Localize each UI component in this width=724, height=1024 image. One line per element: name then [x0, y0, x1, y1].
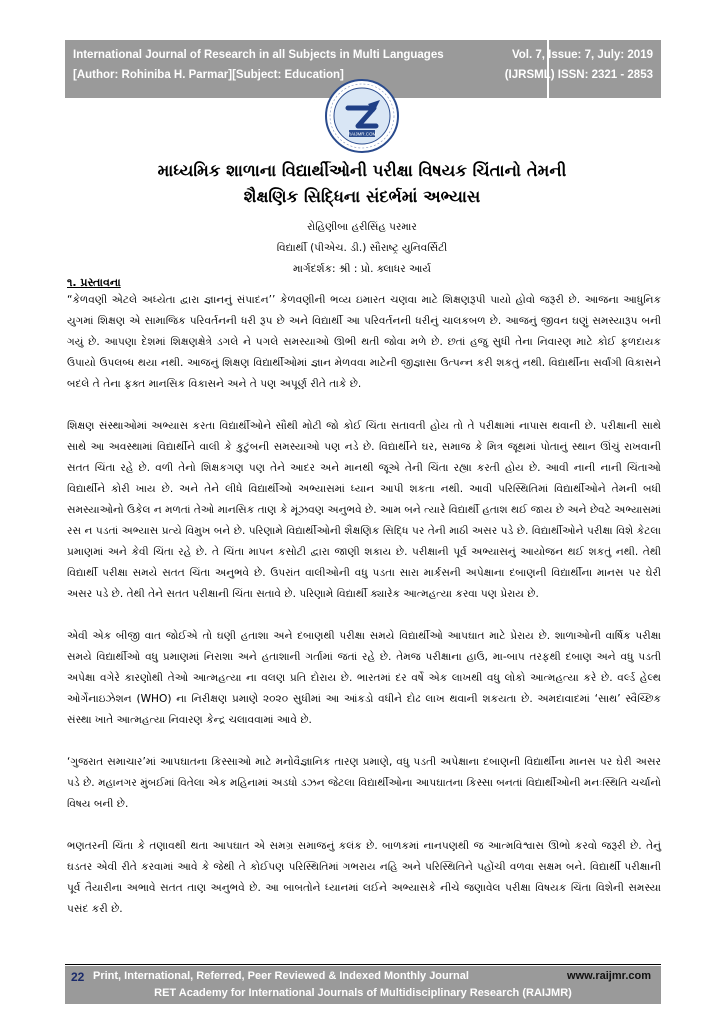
page-number: 22	[71, 970, 85, 984]
section-heading: ૧. પ્રસ્તાવના	[67, 276, 121, 289]
paragraph-2: શિક્ષણ સંસ્થાઓમાં અભ્યાસ કરતા વિદ્યાર્થીઓને સૌથી મોટી જો કોઈ ચિંતા સતાવતી હોય તો તે પરીક્ષામાં નાપાસ થવાની છે. પરીક્ષાની સાથે સાથે આ અવસ્થામાં વિદ્યાર્થીને વાલી કે કુટુંબની સમસ્યાઓ પણ નડે છે. વિદ્યાર્થીને ઘર, સમાજ કે મિત્ર જૂથમાં પોતાનું સ્થાન ઊંચું રાખવાની સતત ચિંતા રહે છે. વળી તેનો શિક્ષકગણ પણ તેને આદર અને માનથી જૂએ તેની ચિંતા રહ્યા કરતી હોય છે. આવી નાની નાની ચિંતાઓ વિદ્યાર્થીને કોરી ખાય છે. અને તેને લીધે વિદ્યાર્થીઓ અભ્યાસમાં ધ્યાન આપી શકતા નથી. આવી પરિસ્થિતિમાં વિદ્યાર્થીઓને તેમની બધી સમસ્યાઓનો ઉકેલ ન મળતાં તેઓ માનસિક તાણ કે મૂંઝવણ અનુભવે છે. આમ બને ત્યારે વિદ્યાર્થી હતાશ થઈ જાય છે અને છેવટે અભ્યાસમાં રસ ન પડતાં અભ્યાસ પ્રત્યે વિમુખ બને છે. પરિણામે વિદ્યાર્થીઓની શૈક્ષણિક સિદ્ધિ પર તેની માઠી અસર પડે છે. વિદ્યાર્થીઓને પરીક્ષા વિશે કેટલા પ્રમાણમાં અને કેવી ચિંતા રહે છે. તે ચિંતા માપન કસોટી દ્વારા જાણી શકાય છે. પરીક્ષાની પૂર્વ અભ્યાસનું આયોજન થઈ શકતું નથી. તેથી વિદ્યાર્થી પરીક્ષા સમયે સતત ચિંતા અનુભવે છે. ઉપરાંત વાલીઓની વધુ પડતા સારા માર્કસની અપેક્ષાના દબાણની વિદ્યાર્થીના માનસ પર ઘેરી અસર પડે છે. તેથી તેને સતત પરીક્ષાની ચિંતા સતાવે છે. પરિણામે વિદ્યાર્થી ક્યારેક આત્મહત્યા કરવા પણ પ્રેરાય છે.	[67, 420, 661, 600]
header-right	[505, 45, 653, 85]
volume-issue: Vol. 7, Issue: 7, July: 2019	[511, 49, 653, 61]
website-link[interactable]: www.raijmr.com	[567, 970, 651, 982]
author-subject: [Author: Rohiniba H. Parmar][Subject: Education]	[73, 69, 344, 81]
body-text	[67, 290, 661, 941]
paragraph-3: એવી એક બીજી વાત જોઈએ તો ઘણી હતાશા અને દબાણથી પરીક્ષા સમયે વિદ્યાર્થીઓ આપઘાત માટે પ્રેરાય છે. શાળાઓની વાર્ષિક પરીક્ષા સમયે વિદ્યાર્થીઓ વધુ પ્રમાણમાં નિરાશા અને હતાશાની ગર્તામાં જતાં રહે છે. તેમજ પરીક્ષાના હાઉ, મા-બાપ તરફથી દબાણ અને વધુ પડતી અપેક્ષા વગેરે કારણોથી તેઓ આત્મહત્યા ના વલણ પ્રતિ દોરાય છે. ભારતમાં દર વર્ષે એક લાખથી વધુ લોકો આત્મહત્યા કરે છે. વર્લ્ડ હેલ્થ ઓર્ગેનાઇઝેશન (WHO) ના નિરીક્ષણ પ્રમાણે ૨૦૨૦ સુધીમાં આ આંકડો વધીને દોઢ લાખ થવાની શકયતા છે. અમદાવાદમાં ‘સાથ’ સ્વૈચ્છિક સંસ્થા ખાતે આત્મહત્યા નિવારણ કેન્દ્ર ચલાવવામાં આવે છે.	[67, 630, 661, 726]
paragraph-4: ‘ગુજરાત સમાચાર’માં આપઘાતના કિસ્સાઓ માટે મનોવૈજ્ઞાનિક તારણ પ્રમાણે, વધુ પડતી અપેક્ષાના દબાણની વિદ્યાર્થીના માનસ પર ઘેરી અસર પડે છે. મહાનગર મુંબઈમાં વિતેલા એક મહિનામાં અડધો ડઝન જેટલા વિદ્યાર્થીઓના આપઘાતના કિસ્સા બનતાં વિદ્યાર્થીઓની મનઃસ્થિતિ ચર્ચાનો વિષય બની છે.	[67, 756, 661, 810]
footer-line-1: Print, International, Referred, Peer Reviewed & Indexed Monthly Journal	[93, 970, 469, 982]
author-block	[60, 217, 664, 280]
paragraph-1: “કેળવણી એટલે અધ્યેતા દ્વારા જ્ઞાનનું સંપાદન’’ કેળવણીની ભવ્ય ઇમારત ચણવા માટે શિક્ષણરૂપી પાયો હોવો જરૂરી છે. આજના આધુનિક યુગમાં શિક્ષણ એ સામાજિક પરિવર્તનની ધરી રૂપ છે અને વિદ્યાર્થી આ પરિવર્તનની ધરીનું ચાલકબળ છે. આજનું જીવન ઘણું સમસ્યારૂપ બની ગયું છે. આપણા દેશમાં શિક્ષણક્ષેત્રે ડગલે ને પગલે સમસ્યાઓ ઊભી થતી જોવા મળે છે. છતાં હજુ સુધી તેના નિવારણ માટે કોઈ ફળદાયક ઉપાયો ઉપલબ્ધ થયા નથી. આજનું શિક્ષણ વિદ્યાર્થીઓમાં જ્ઞાન મેળવવા માટેની જીજ્ઞાસા ઉત્પન્ન કરી શકતું નથી. વિદ્યાર્થીના સર્વાંગી વિકાસને બદલે તે તેના ફક્ત માનસિક વિકાસને અને તે પણ અપૂર્ણ રીતે તાકે છે.	[67, 294, 661, 390]
footer-line-2: RET Academy for International Journals of Multidisciplinary Research (RAIJMR)	[154, 987, 572, 999]
paragraph-5: ભણતરની ચિંતા કે તણાવથી થતા આપઘાત એ સમગ્ર સમાજનું કલંક છે. બાળકમાં નાનપણથી જ આત્મવિશ્વાસ ઊભો કરવો જરૂરી છે. તેનું ઘડતર એવી રીતે કરવામાં આવે કે જેથી તે કોઈપણ પરિસ્થિતિમાં ગભરાય નહિ અને પરિસ્થિતિને પહોંચી વળવા સક્ષમ બને. વિદ્યાર્થી પરીક્ષાની પૂર્વ તૈયારીના અભાવે સતત તાણ અનુભવે છે. આ બાબતોને ધ્યાનમાં લઈને અભ્યાસકે નીચે જણાવેલ પરીક્ષા વિષયક ચિંતા વિશેની સમસ્યા પસંદ કરી છે.	[67, 840, 661, 915]
raijmr-logo	[324, 78, 400, 154]
logo-text: RAIJMR.COM	[347, 131, 377, 137]
journal-footer	[65, 966, 661, 1004]
author-guide: માર્ગદર્શક: શ્રી : પ્રો. ક્લાધર આર્ય	[293, 263, 431, 275]
issn: (IJRSML) ISSN: 2321 - 2853	[504, 69, 653, 81]
author-affiliation: વિદ્યાર્થી (પીએચ. ડી.) સૌરાષ્ટ્ર યુનિવર્સિટી	[276, 242, 448, 254]
journal-title: International Journal of Research in all Subjects in Multi Languages	[73, 49, 444, 61]
title-line-1: માધ્યમિક શાળાના વિદ્યાર્થીઓની પરીક્ષા વિષયક ચિંતાનો તેમની	[157, 161, 567, 180]
author-name: રોહિણીબા હરીસિંહ પરમાર	[307, 221, 417, 233]
footer-divider	[65, 964, 661, 965]
logo-seal-icon	[324, 78, 400, 154]
title-line-2: શૈક્ષણિક સિદ્ધિના સંદર્ભમાં અભ્યાસ	[243, 187, 481, 206]
paper-title	[60, 158, 664, 210]
